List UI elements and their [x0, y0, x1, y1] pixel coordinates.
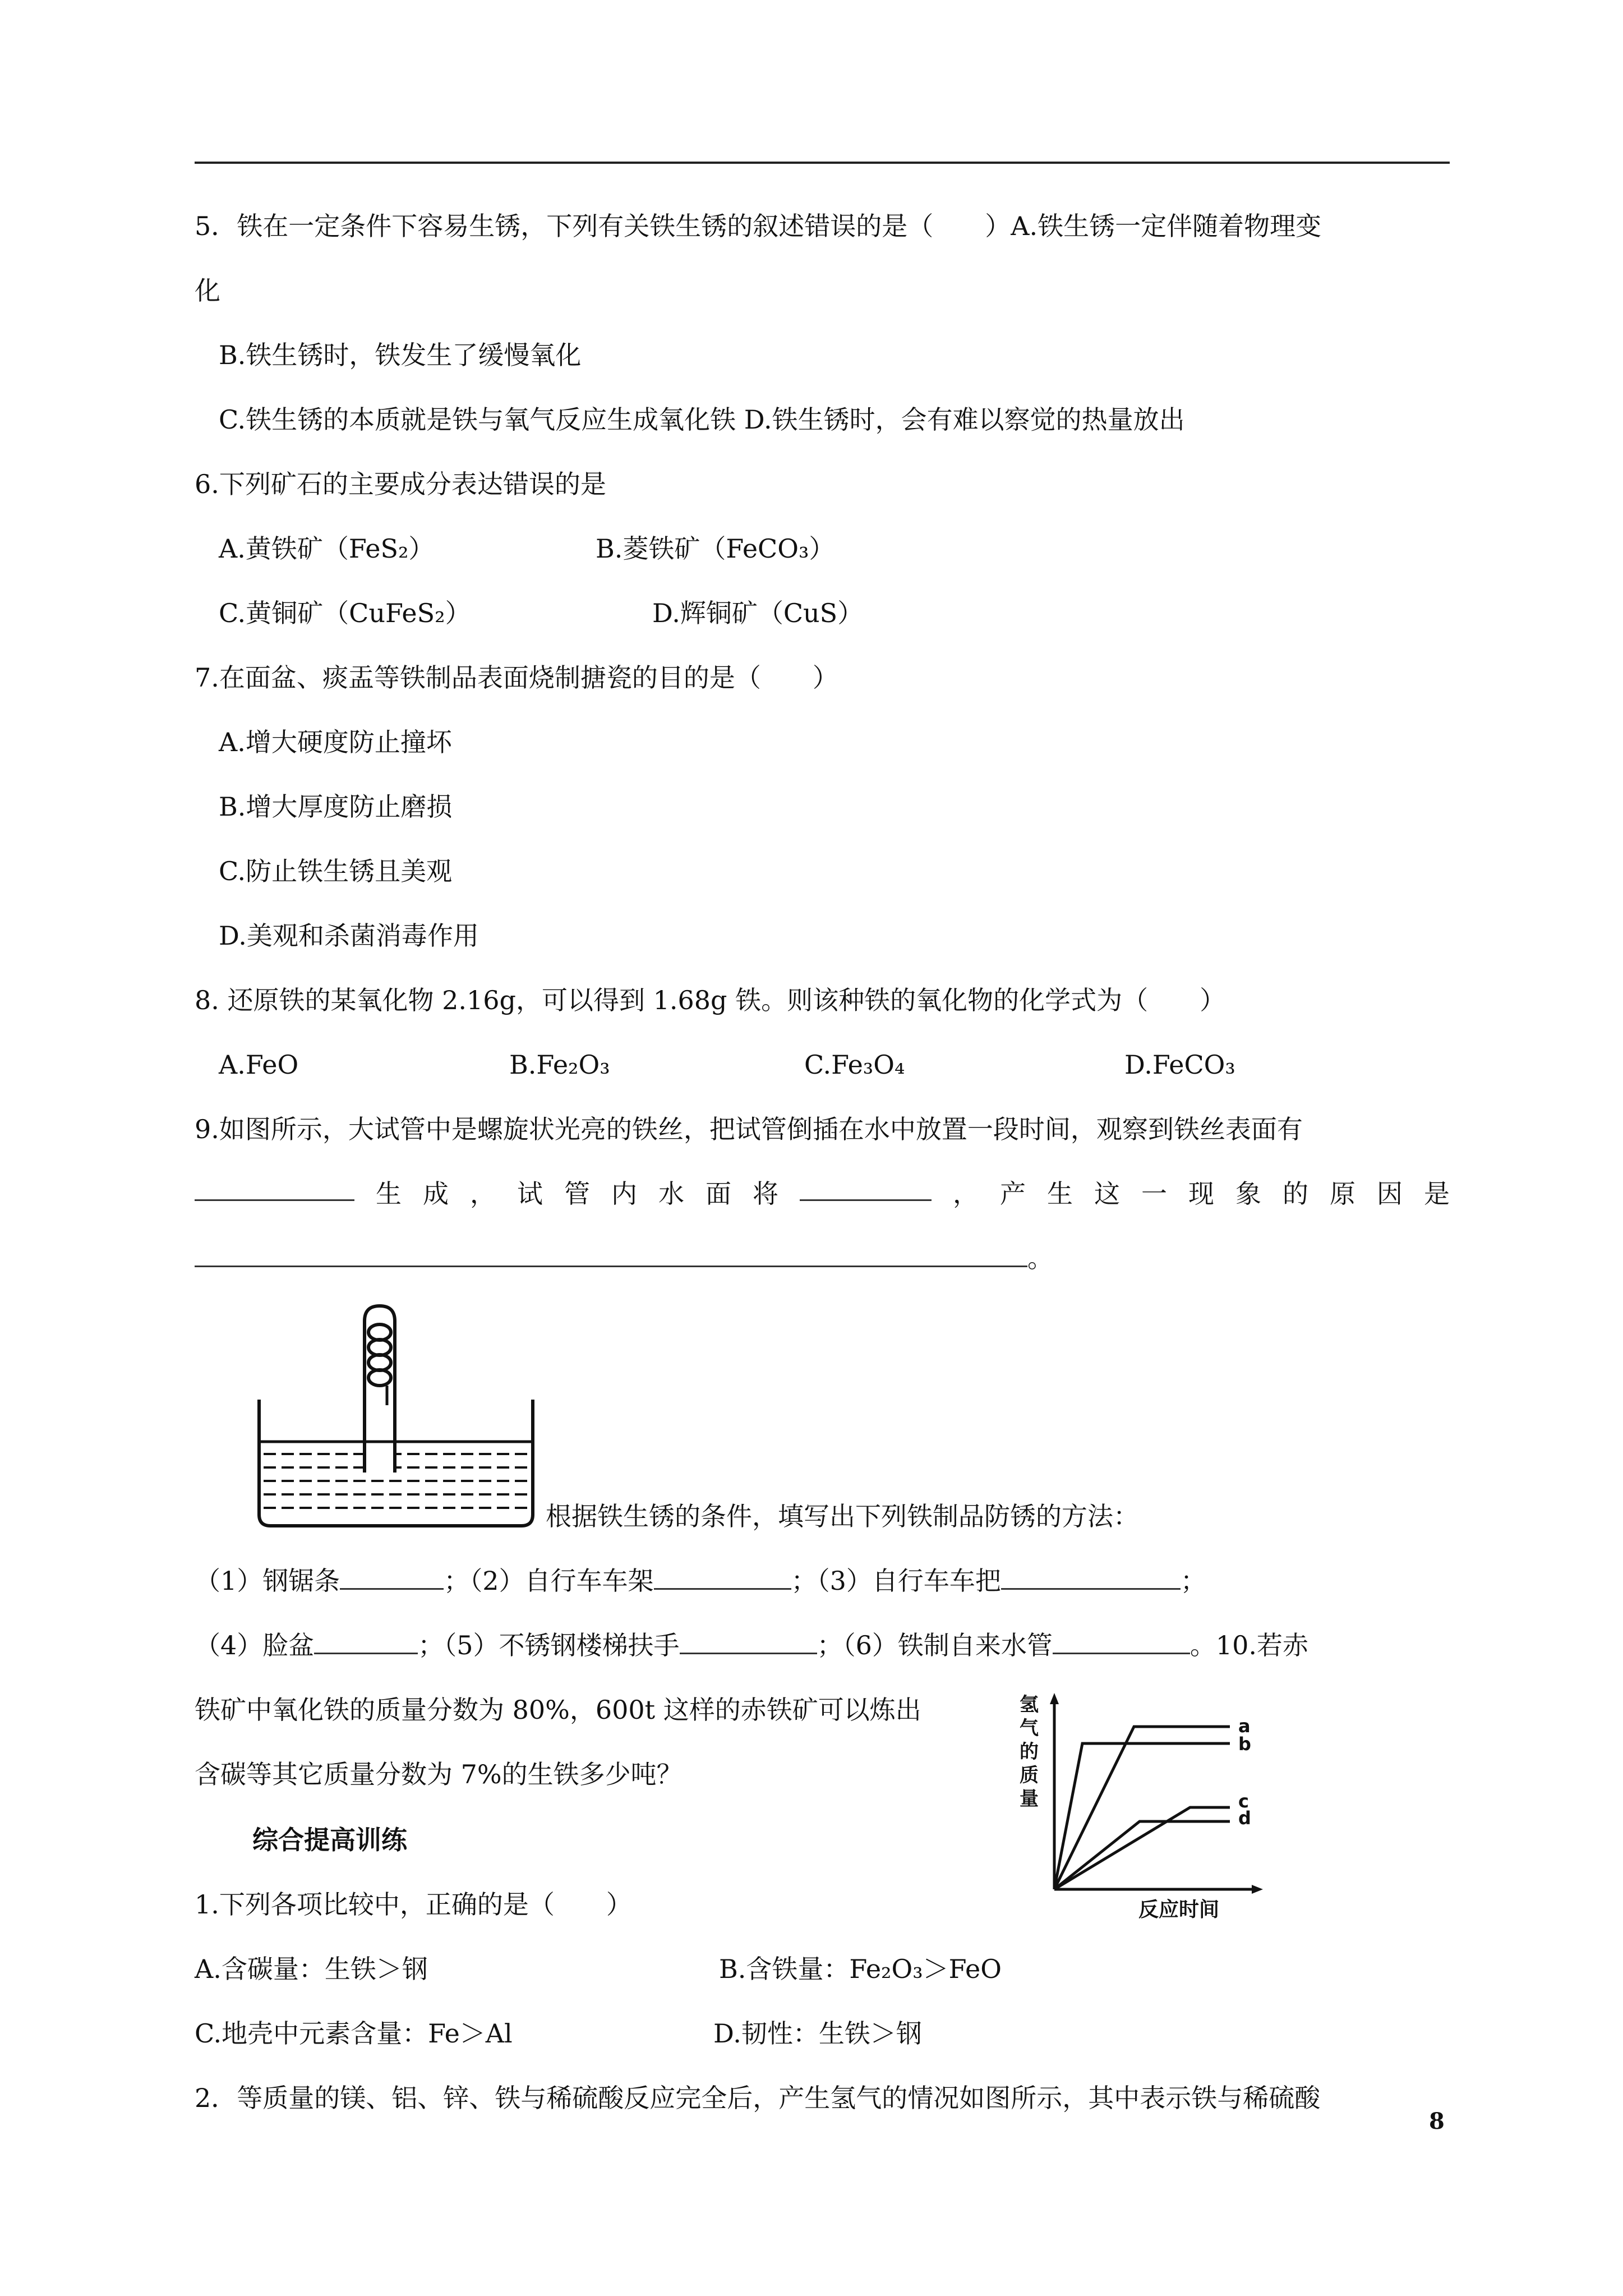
- separator: ；: [1180, 1566, 1206, 1596]
- s1-stem: 1.下列各项比较中，正确的是（ ）: [195, 1889, 632, 1920]
- fill-item-label: （6）铁制自来水管: [842, 1630, 1053, 1660]
- separator: ；: [418, 1630, 444, 1660]
- q9-fill-row1: [195, 1564, 1206, 1598]
- fill-item-label: （5）不锈钢楼梯扶手: [444, 1630, 680, 1660]
- q6-stem: 6.下列矿石的主要成分表达错误的是: [195, 469, 606, 499]
- q9-fill-intro: 根据铁生锈的条件，填写出下列铁制品防锈的方法：: [546, 1501, 1139, 1531]
- y-axis-label-char: 氢: [1020, 1694, 1039, 1716]
- series-c-line: [1054, 1807, 1230, 1889]
- q9-char: 管: [564, 1179, 590, 1209]
- period: 。: [1189, 1630, 1216, 1660]
- q6-option-c: C.黄铜矿（CuFeS₂）: [219, 598, 471, 628]
- q6-option-a: A.黄铁矿（FeS₂）: [219, 533, 435, 564]
- answer-blank[interactable]: [800, 1177, 932, 1201]
- answer-blank[interactable]: [654, 1566, 791, 1590]
- period: 。: [1027, 1243, 1053, 1273]
- q7-option-c: C.防止铁生锈且美观: [219, 856, 453, 886]
- q9-stem-line2: [195, 1177, 1450, 1211]
- q9-fill-row2: [195, 1628, 1308, 1662]
- q9-stem: 9.如图所示，大试管中是螺旋状光亮的铁丝，把试管倒插在水中放置一段时间，观察到铁丝表面有: [195, 1114, 1303, 1144]
- q9-char: 一: [1141, 1179, 1167, 1209]
- q9-char: 水: [658, 1179, 684, 1209]
- q9-char: 因: [1377, 1179, 1403, 1209]
- page-number: 8: [1429, 2108, 1445, 2134]
- q7-stem: 7.在面盆、痰盂等铁制品表面烧制搪瓷的目的是（ ）: [195, 662, 838, 693]
- hydrogen-mass-graph: [1009, 1683, 1273, 1930]
- q6-option-d: D.辉铜矿（CuS）: [652, 598, 864, 628]
- q9-char: 象: [1235, 1179, 1261, 1209]
- q9-char: 产: [1000, 1179, 1026, 1209]
- q9-char: 内: [611, 1179, 637, 1209]
- s2-stem: 2．等质量的镁、铝、锌、铁与稀硫酸反应完全后，产生氢气的情况如图所示，其中表示铁与稀硫酸: [195, 2083, 1321, 2113]
- q9-char: 试: [517, 1179, 543, 1209]
- fill-item-label: （2）自行车车架: [469, 1566, 654, 1596]
- s1-option-c: C.地壳中元素含量：Fe＞Al: [195, 2018, 513, 2049]
- q5-stem: 5．铁在一定条件下容易生锈，下列有关铁生锈的叙述错误的是（ ）A.铁生锈一定伴随着物理变: [195, 211, 1322, 241]
- answer-blank[interactable]: [195, 1243, 1027, 1267]
- q9-char: 成: [423, 1179, 449, 1209]
- q9-char: 生: [376, 1179, 402, 1209]
- q10-line3: 含碳等其它质量分数为 7%的生铁多少吨？: [195, 1759, 683, 1789]
- separator: ；: [817, 1630, 843, 1660]
- q6-option-b: B.菱铁矿（FeCO₃）: [596, 533, 835, 564]
- header-rule: [195, 162, 1450, 164]
- answer-blank[interactable]: [1001, 1566, 1181, 1590]
- y-axis-label-char: 质: [1020, 1764, 1039, 1787]
- q7-option-d: D.美观和杀菌消毒作用: [219, 921, 479, 951]
- series-d-label: d: [1238, 1807, 1251, 1829]
- x-axis-label: 反应时间: [1138, 1898, 1220, 1921]
- q5-option-b: B.铁生锈时，铁发生了缓慢氧化: [219, 340, 582, 370]
- y-axis-label-char: 气: [1020, 1717, 1039, 1740]
- y-axis-arrow: [1050, 1693, 1059, 1704]
- q9-char: 的: [1283, 1179, 1308, 1209]
- answer-blank[interactable]: [340, 1566, 444, 1590]
- q7-option-a: A.增大硬度防止撞坏: [219, 727, 452, 757]
- answer-blank[interactable]: [195, 1177, 354, 1201]
- q10-line2: 铁矿中氧化铁的质量分数为 80%，600t 这样的赤铁矿可以炼出: [195, 1695, 921, 1725]
- x-axis-arrow: [1252, 1885, 1263, 1894]
- y-axis-label-char: 量: [1020, 1788, 1039, 1810]
- q9-char: ，: [470, 1179, 496, 1209]
- q9-char: 生: [1047, 1179, 1073, 1209]
- q9-char: 是: [1424, 1179, 1450, 1209]
- series-b-label: b: [1238, 1733, 1251, 1755]
- s1-option-b: B.含铁量：Fe₂O₃＞FeO: [719, 1954, 1002, 1984]
- separator: ；: [444, 1566, 470, 1596]
- q5-stem-cont: 化: [195, 275, 220, 306]
- q9-char: 面: [706, 1179, 731, 1209]
- q5-options-cd: C.铁生锈的本质就是铁与氧气反应生成氧化铁 D.铁生锈时，会有难以察觉的热量放出: [219, 404, 1185, 435]
- q10-start: 10.若赤: [1215, 1630, 1308, 1660]
- test-tube-diagram: [247, 1301, 550, 1537]
- series-d-line: [1054, 1821, 1230, 1889]
- q8-option-a: A.FeO: [219, 1050, 299, 1080]
- q7-option-b: B.增大厚度防止磨损: [219, 792, 453, 822]
- fill-item-label: （1）钢锯条: [195, 1566, 340, 1596]
- series-c-label: c: [1238, 1791, 1249, 1812]
- separator: ；: [791, 1566, 817, 1596]
- q9-stem-line3: [195, 1241, 1053, 1275]
- answer-blank[interactable]: [1053, 1630, 1190, 1654]
- section-title: 综合提高训练: [252, 1825, 407, 1855]
- fill-item-label: （3）自行车车把: [817, 1566, 1001, 1596]
- q8-stem: 8. 还原铁的某氧化物 2.16g，可以得到 1.68g 铁。则该种铁的氧化物的化学式为（ ）: [195, 985, 1226, 1015]
- answer-blank[interactable]: [680, 1630, 817, 1654]
- q9-char: ，: [953, 1179, 979, 1209]
- s1-option-a: A.含碳量：生铁＞钢: [195, 1954, 428, 1984]
- s1-option-d: D.韧性：生铁＞钢: [713, 2018, 922, 2049]
- q9-char: 将: [753, 1179, 778, 1209]
- q9-char: 这: [1094, 1179, 1120, 1209]
- q8-option-c: C.Fe₃O₄: [804, 1050, 905, 1080]
- answer-blank[interactable]: [314, 1630, 418, 1654]
- y-axis-label-char: 的: [1020, 1741, 1039, 1763]
- q8-option-d: D.FeCO₃: [1124, 1050, 1235, 1080]
- q9-char: 现: [1188, 1179, 1214, 1209]
- fill-item-label: （4）脸盆: [195, 1630, 315, 1660]
- q8-option-b: B.Fe₂O₃: [509, 1050, 610, 1080]
- q9-char: 原: [1330, 1179, 1355, 1209]
- series-a-label: a: [1238, 1715, 1251, 1737]
